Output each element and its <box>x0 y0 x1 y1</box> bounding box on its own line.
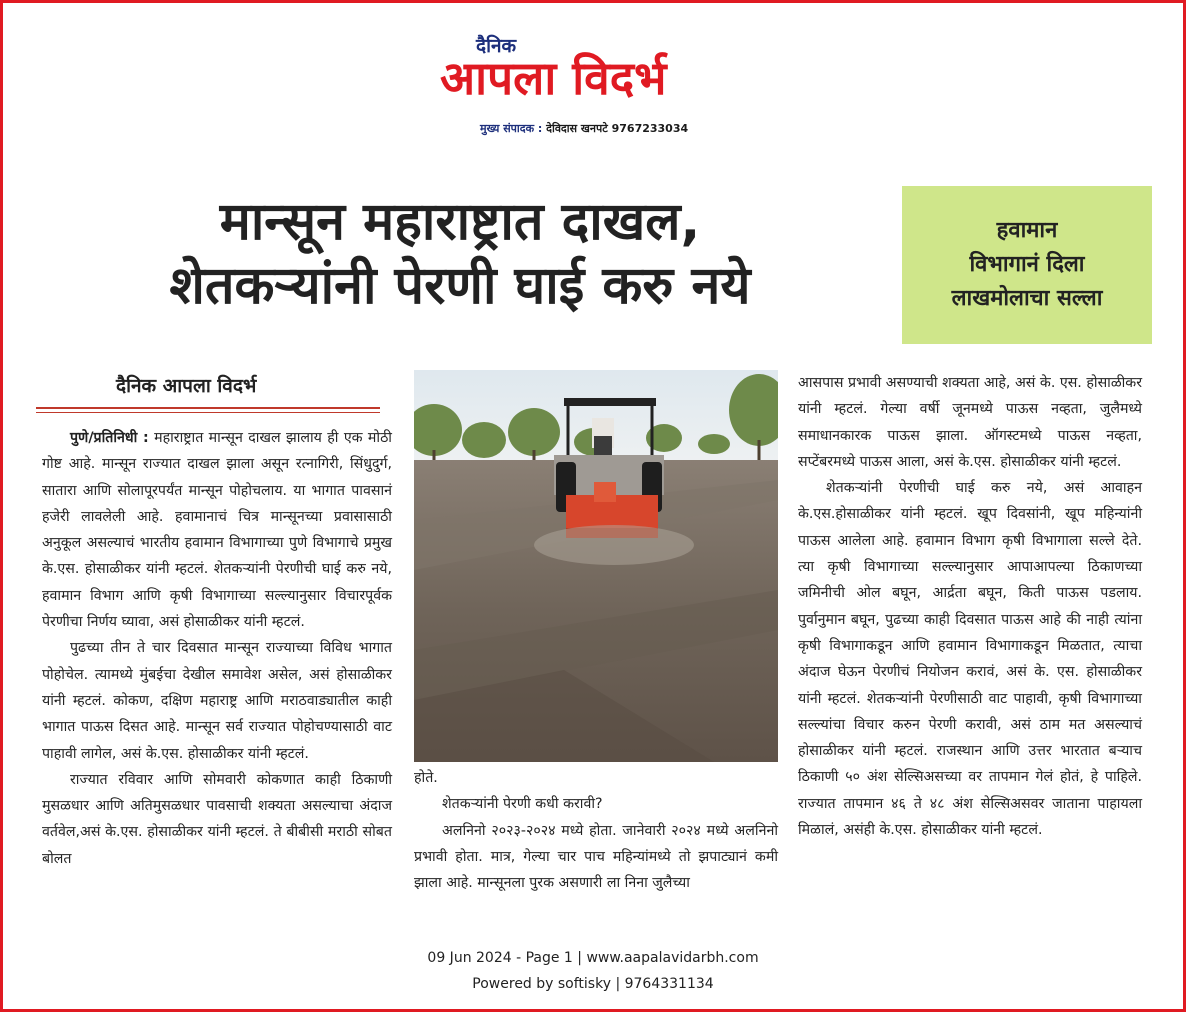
masthead-small: दैनिक <box>476 35 517 57</box>
headline <box>30 190 890 318</box>
tractor-field-photo <box>414 370 778 762</box>
paragraph: शेतकऱ्यांनी पेरणीची घाई करु नये, असं आवाहन के.एस.होसाळीकर यांनी म्हटलं. खूप दिवसांनी, खूप महिन्यांनी पाऊस आलेला आहे. हवामान विभाग कृषी विभागाला सल्ले देते. त्या कृषी विभागाच्या सल्ल्यानुसार आपाआपल्या ठिकाणच्या जमिनीची ओल बघून, आर्द्रता बघून, किती पाऊस पडलाय. पुर्वानुमान बघून, पुढच्या काही दिवसात पाऊस आहे की नाही त्यांना कृषी विभागाकडून आणि हवामान विभागाकडून मिळतात, त्याचा अंदाज घेऊन पेरणीचं नियोजन करावं, असं के. एस. होसाळीकर यांनी म्हटलं. शेतकऱ्यांनी पेरणीसाठी वाट पाहावी, कृषी विभागाच्या सल्ल्यांचा विचार करुन पेरणी करावी, असं ठाम मत असल्याचं होसाळीकर यांनी म्हटलं. राजस्थान आणि उत्तर भारतात बऱ्याच ठिकाणी ५० अंश सेल्सिअसच्या वर तापमान गेलं होतं, हे पाहिले. राज्यात तापमान ४६ ते ४८ अंश सेल्सिअसवर जाताना पाहायला मिळालं, असंही के.एस. होसाळीकर यांनी म्हटलं. <box>798 480 1142 839</box>
editor-name: देविदास खनपटे 9767233034 <box>546 122 689 135</box>
headline-line1: मान्सून महाराष्ट्रात दाखल, <box>219 192 701 252</box>
masthead-title: आपला विदर्भ <box>440 51 667 105</box>
paragraph: महाराष्ट्रात मान्सून दाखल झालाय ही एक मोठी गोष्ट आहे. मान्सून राज्यात दाखल झाला असून रत्नागिरी, सिंधुदुर्ग, सातारा आणि सोलापूरपर्यंत मान्सून पोहोचलाय. या भागात पावसानं हजेरी लावलेली आहे. हवामानाचं चित्र मान्सूनच्या प्रवासासाठी अनुकूल असल्याचं भारतीय हवामान विभागाच्या पुणे विभागाचे प्रमुख के.एस. होसाळीकर यांनी म्हटलं. शेतकऱ्यांनी पेरणीची घाई करु नये, हवामान विभाग आणि कृषी विभागाच्या सल्ल्यानुसार विचारपूर्वक पेरणीचा निर्णय घ्यावा, असं होसाळीकर यांनी म्हटलं. <box>42 430 392 631</box>
article-column-1 <box>42 425 392 872</box>
footer-powered-by: Powered by softisky | 9764331134 <box>472 976 714 992</box>
paragraph: आसपास प्रभावी असण्याची शक्यता आहे, असं के. एस. होसाळीकर यांनी म्हटलं. गेल्या वर्षी जूनमध्ये पाऊस नव्हता, जुलैमध्ये समाधानकारक पाऊस झाला. ऑगस्टमध्ये पाऊस नव्हता, सप्टेंबरमध्ये पाऊस आला, असं के.एस. होसाळीकर यांनी म्हटलं. <box>798 375 1142 470</box>
masthead-editor <box>480 121 688 136</box>
article-column-2 <box>414 765 778 896</box>
article-column-3 <box>798 370 1142 843</box>
byline-rule <box>36 407 380 409</box>
subhead: शेतकऱ्यांनी पेरणी कधी करावी? <box>442 796 603 813</box>
sidebox-line2: विभागानं दिला <box>969 252 1085 277</box>
byline: दैनिक आपला विदर्भ <box>116 375 257 397</box>
editor-label: मुख्य संपादक : <box>480 122 543 135</box>
sidebox <box>902 186 1152 344</box>
sidebox-line3: लाखमोलाचा सल्ला <box>951 286 1103 311</box>
footer-date-page: 09 Jun 2024 - Page 1 | www.aapalavidarbh.com <box>427 950 759 966</box>
paragraph: होते. <box>414 770 438 786</box>
paragraph: पुढच्या तीन ते चार दिवसात मान्सून राज्याच्या विविध भागात पोहोचेल. त्यामध्ये मुंबईचा देखील समावेश असेल, असं होसाळीकर यांनी म्हटलं. कोकण, दक्षिण महाराष्ट्र आणि मराठवाड्यातील काही भागात पाऊस दिसत आहे. मान्सून सर्व राज्यात पोहोचण्यासाठी वाट पाहावी लागेल, असं के.एस. होसाळीकर यांनी म्हटलं. <box>42 640 392 762</box>
paragraph: राज्यात रविवार आणि सोमवारी कोकणात काही ठिकाणी मुसळधार आणि अतिमुसळधार पावसाची शक्यता असल्याचा अंदाज वर्तवेल,असं के.एस. होसाळीकर यांनी म्हटलं. ते बीबीसी मराठी सोबत बोलत <box>42 771 392 867</box>
headline-line2: शेतकऱ्यांनी पेरणी घाई करु नये <box>169 256 751 316</box>
dateline: पुणे/प्रतिनिधी : <box>70 430 149 446</box>
sidebox-line1: हवामान <box>996 218 1058 243</box>
paragraph: अलनिनो २०२३-२०२४ मध्ये होता. जानेवारी २०२४ मध्ये अलनिनो प्रभावी होता. मात्र, गेल्या चार पाच महिन्यांमध्ये तो झपाट्यानं कमी झाला आहे. मान्सूनला पुरक असणारी ला निना जुलैच्या <box>414 822 778 892</box>
byline-rule-thin <box>36 412 380 413</box>
